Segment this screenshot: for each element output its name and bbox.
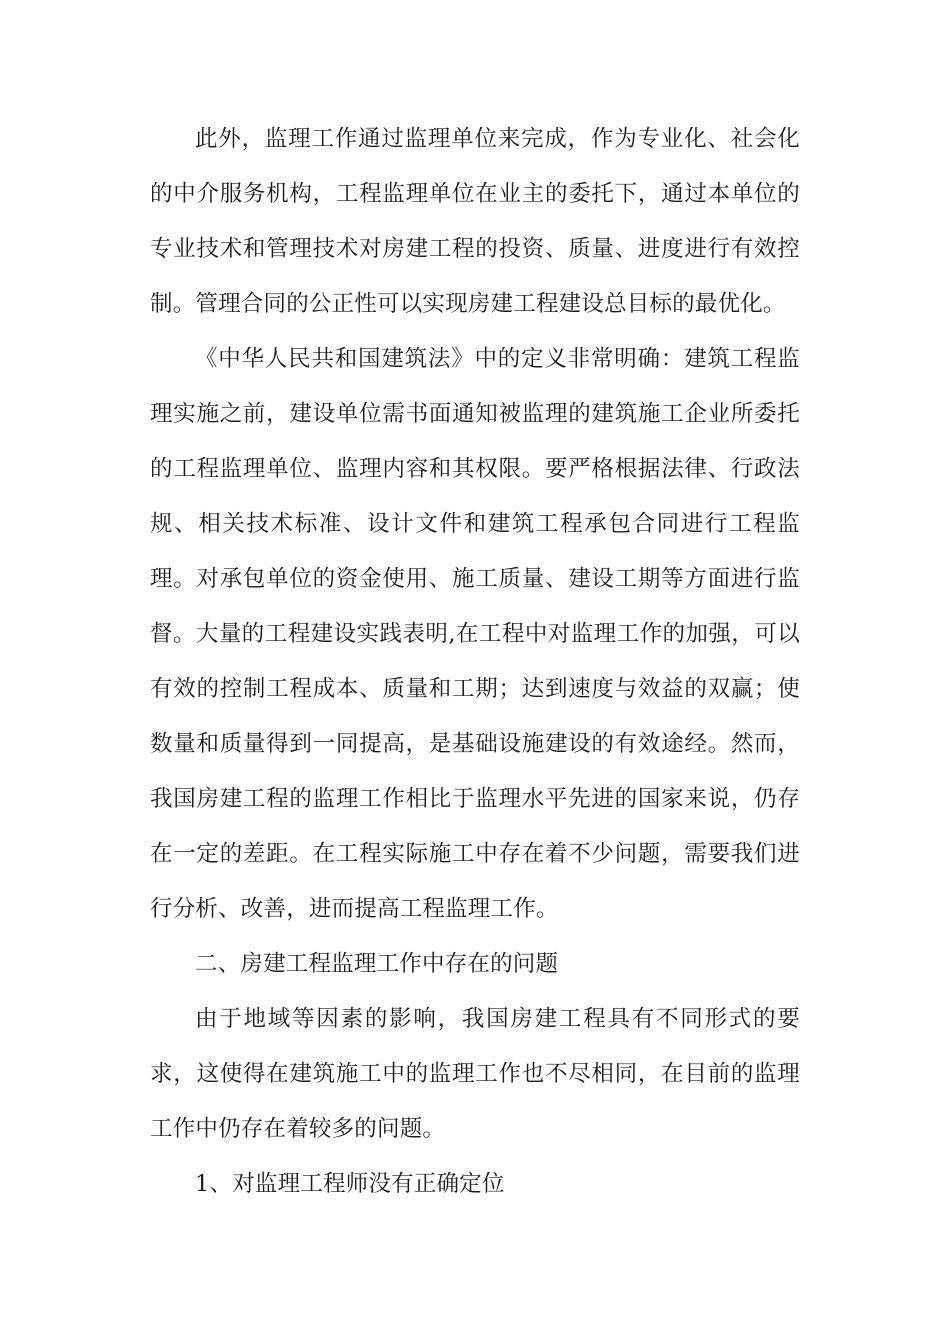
paragraph-2: 《中华人民共和国建筑法》中的定义非常明确：建筑工程监理实施之前，建设单位需书面通知被监理的建筑施工企业所委托的工程监理单位、监理内容和其权限。要严格根据法律、行政法规、相关技术标准、设计文件和建筑工程承包合同进行工程监理。对承包单位的资金使用、施工质量、建设工期等方面进行监督。大量的工程建设实践表明,在工程中对监理工作的加强，可以有效的控制工程成本、质量和工期；达到速度与效益的双赢；使数量和质量得到一同提高，是基础设施建设的有效途经。然而，我国房建工程的监理工作相比于监理水平先进的国家来说，仍存在一定的差距。在工程实际施工中存在着不少问题，需要我们进行分析、改善，进而提高工程监理工作。: [150, 346, 800, 922]
document-page: [150, 112, 800, 1212]
section-heading-2: 二、房建工程监理工作中存在的问题: [195, 951, 559, 977]
paragraph-3: 由于地域等因素的影响，我国房建工程具有不同形式的要求，这使得在建筑施工中的监理工作也不尽相同，在目前的监理工作中仍存在着较多的问题。: [150, 1006, 800, 1142]
subsection-heading-1: 1、对监理工程师没有正确定位: [195, 1171, 505, 1197]
paragraph-1: 此外，监理工作通过监理单位来完成，作为专业化、社会化的中介服务机构，工程监理单位在业主的委托下，通过本单位的专业技术和管理技术对房建工程的投资、质量、进度进行有效控制。管理合同的公正性可以实现房建工程建设总目标的最优化。: [150, 126, 800, 317]
